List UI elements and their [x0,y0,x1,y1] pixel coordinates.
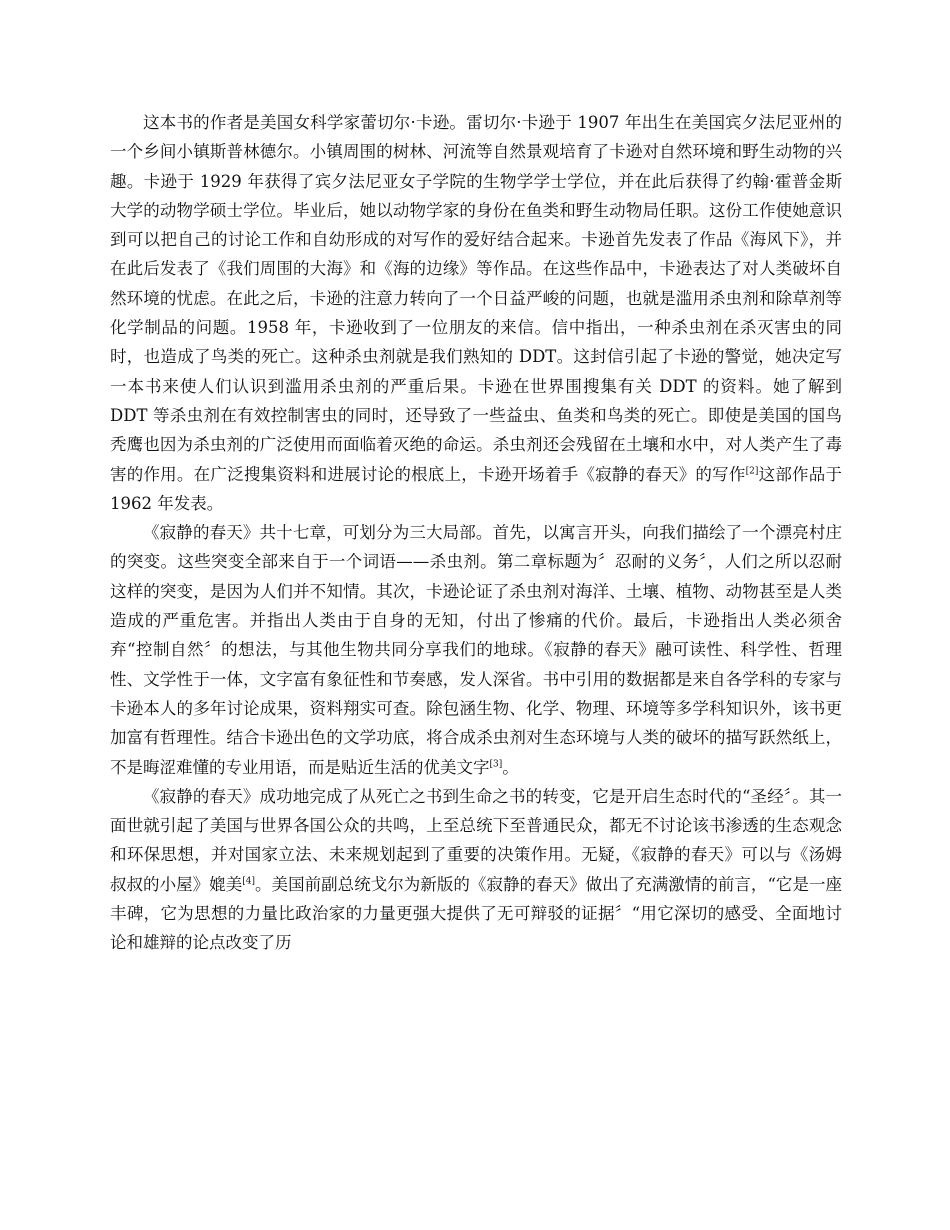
paragraph-book-structure [110,518,842,782]
citation-ref: [2] [745,466,759,477]
body-text [110,108,842,958]
paragraph-text: 《寂静的春天》共十七章，可划分为三大局部。首先，以寓言开头，向我们描绘了一个漂亮村庄的突变。这些突变全部来自于一个词语——杀虫剂。第二章标题为〞忍耐的义务〞，人们之所以忍耐这样的突变，是因为人们并不知情。其次，卡逊论证了杀虫剂对海洋、土壤、植物、动物甚至是人类造成的严重危害。并指出人类由于自身的无知，付出了惨痛的代价。最后，卡逊指出人类必须舍弃“控制自然〞的想法，与其他生物共同分享我们的地球。《寂静的春天》融可读性、科学性、哲理性、文学性于一体，文字富有象征性和节奏感，发人深省。书中引用的数据都是来自各学科的专家与卡逊本人的多年讨论成果，资料翔实可查。除包涵生物、化学、物理、环境等多学科知识外，该书更加富有哲理性。结合卡逊出色的文学功底，将合成杀虫剂对生态环境与人类的破坏的描写跃然纸上，不是晦涩难懂的专业用语，而是贴近生活的优美文字 [110,523,842,777]
citation-ref: [3] [489,759,503,770]
paragraph-book-impact [110,782,842,958]
paragraph-text: 《寂静的春天》成功地完成了从死亡之书到生命之书的转变，它是开启生态时代的“圣经〞。其一面世就引起了美国与世界各国公众的共鸣，上至总统下至普通民众，都无不讨论该书渗透的生态观念和环保思想，并对国家立法、未来规划起到了重要的决策作用。无疑，《寂静的春天》可以与《汤姆叔叔的小屋》媲美 [110,786,842,894]
paragraph-author-bio [110,108,842,518]
citation-ref: [4] [242,876,255,887]
paragraph-text: 这部作品于 1962 年发表。 [110,464,843,513]
paragraph-text: 。 [502,757,519,777]
paragraph-text: 这本书的作者是美国女科学家蕾切尔·卡逊。雷切尔·卡逊于 1907 年出生在美国宾夕法尼亚州的一个乡间小镇斯普林德尔。小镇周围的树林、河流等自然景观培育了卡逊对自然环境和野生动物的兴趣。卡逊于 1929 年获得了宾夕法尼亚女子学院的生物学学士学位，并在此后获得了约翰·霍普金斯大学的动物学硕士学位。毕业后，她以动物学家的身份在鱼类和野生动物局任职。这份工作使她意识到可以把自己的讨论工作和自幼形成的对写作的爱好结合起来。卡逊首先发表了作品《海风下》，并在此后发表了《我们周围的大海》和《海的边缘》等作品。在这些作品中，卡逊表达了对人类破坏自然环境的忧虑。在此之后，卡逊的注意力转向了一个日益严峻的问题，也就是滥用杀虫剂和除草剂等化学制品的问题。1958 年，卡逊收到了一位朋友的来信。信中指出，一种杀虫剂在杀灭害虫的同时，也造成了鸟类的死亡。这种杀虫剂就是我们熟知的 DDT。这封信引起了卡逊的警觉，她决定写一本书来使人们认识到滥用杀虫剂的严重后果。卡逊在世界围搜集有关 DDT 的资料。她了解到 DDT 等杀虫剂在有效控制害虫的同时，还导致了一些益虫、鱼类和鸟类的死亡。即使是美国的国鸟秃鹰也因为杀虫剂的广泛使用而面临着灭绝的命运。杀虫剂还会残留在土壤和水中，对人类产生了毒害的作用。在广泛搜集资料和进展讨论的根底上，卡逊开场着手《寂静的春天》的写作 [110,113,842,484]
paragraph-text: 。美国前副总统戈尔为新版的《寂静的春天》做出了充满激情的前言，“它是一座丰碑，它为思想的力量比政治家的力量更强大提供了无可辩驳的证据〞“用它深切的感受、全面地讨论和雄辩的论点改变了历 [110,874,843,953]
